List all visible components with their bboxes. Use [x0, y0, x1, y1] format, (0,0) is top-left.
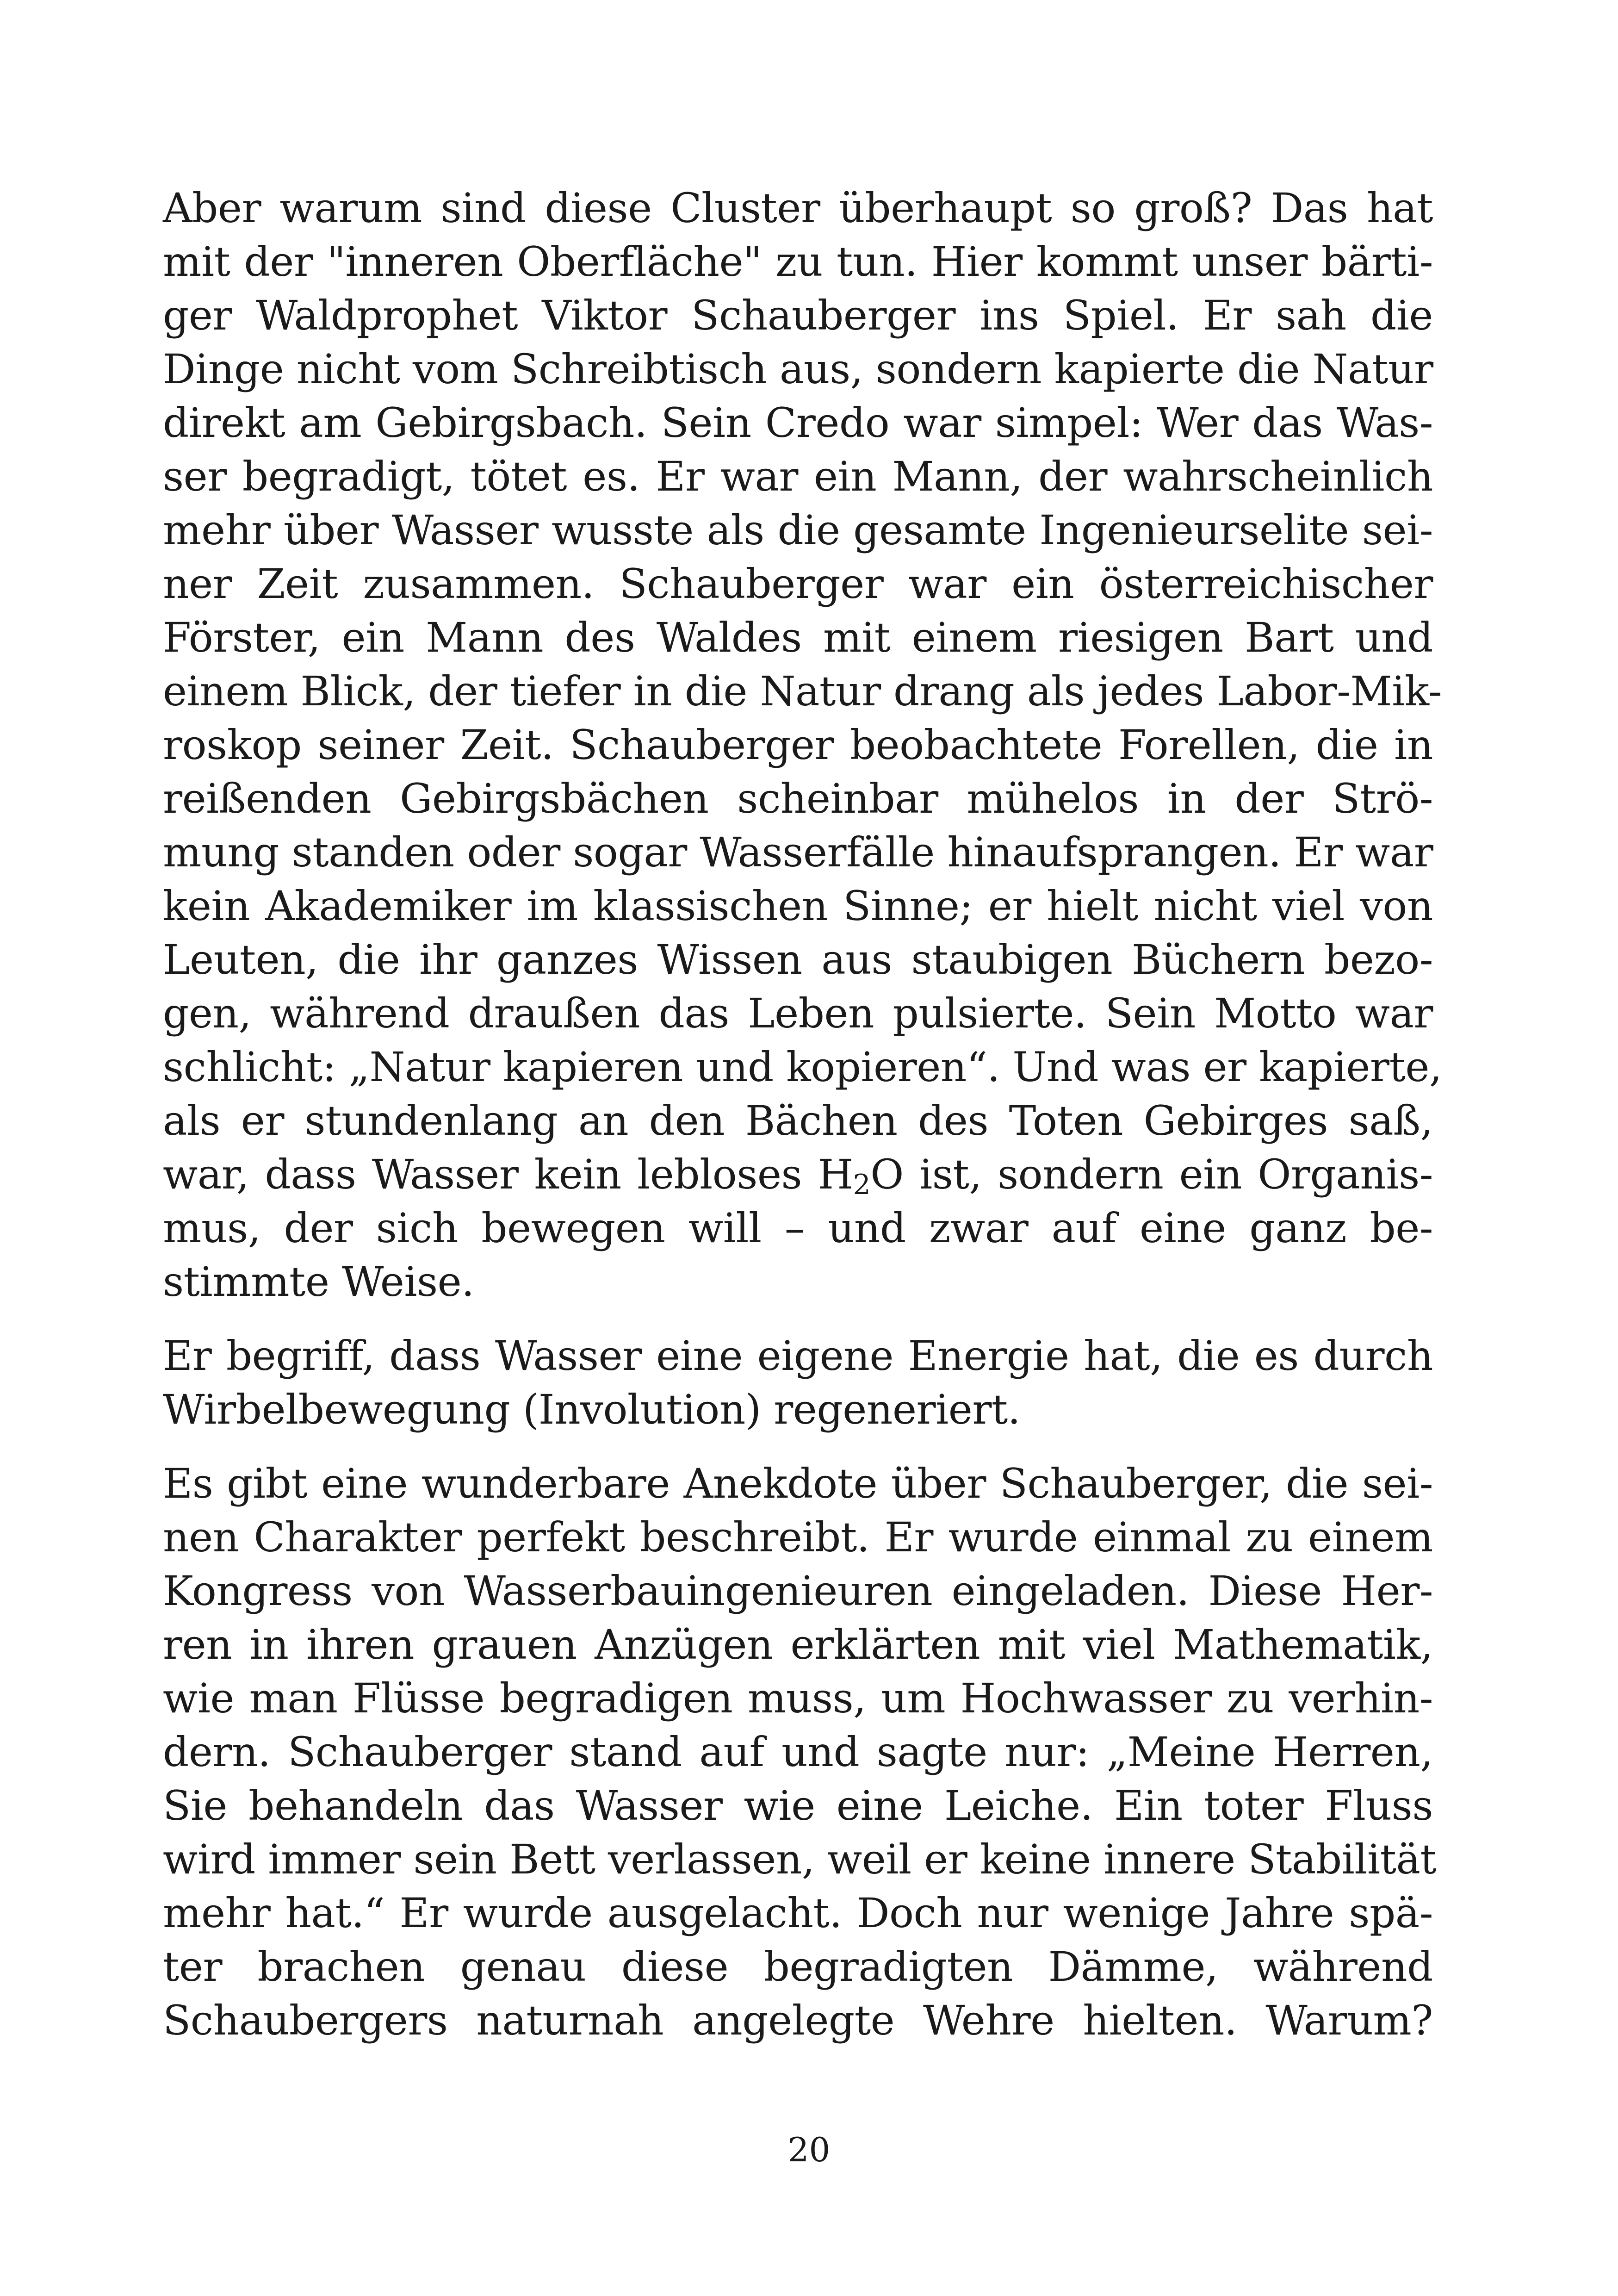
text-line: Er begriff, dass Wasser eine eigene Energie hat, die es durch — [163, 1332, 1433, 1380]
text-line: schlicht: „Natur kapieren und kopieren“. Und was er kapierte, — [163, 1043, 1442, 1091]
paragraph — [163, 1457, 1437, 2047]
text-line: Sie behandeln das Wasser wie eine Leiche. Ein toter Fluss — [163, 1782, 1433, 1829]
text-line: kein Akademiker im klassischen Sinne; er hielt nicht viel von — [163, 882, 1433, 930]
text-line — [163, 1148, 1433, 1201]
text-line: stimmte Weise. — [163, 1258, 474, 1306]
page-number: 20 — [787, 2130, 831, 2169]
text-line: mung standen oder sogar Wasserfälle hinaufsprangen. Er war — [163, 828, 1433, 876]
text-line: dern. Schauberger stand auf und sagte nur: „Meine Herren, — [163, 1728, 1433, 1776]
text-line: wie man Flüsse begradigen muss, um Hochwasser zu verhin- — [163, 1674, 1433, 1722]
text-line: ren in ihren grauen Anzügen erklärten mit viel Mathematik, — [163, 1621, 1433, 1668]
text-line: als er stundenlang an den Bächen des Toten Gebirges saß, — [163, 1097, 1433, 1145]
text-line: wird immer sein Bett verlassen, weil er keine innere Stabilität — [163, 1836, 1437, 1883]
body-text — [163, 181, 1442, 2047]
text-line: ger Waldprophet Viktor Schauberger ins Spiel. Er sah die — [163, 292, 1433, 339]
text-line: ner Zeit zusammen. Schauberger war ein österreichischer — [163, 560, 1433, 608]
text-segment: war, dass Wasser kein lebloses H — [163, 1151, 853, 1198]
text-line: Wirbelbewegung (Involution) regeneriert. — [163, 1386, 1021, 1433]
text-line: gen, während draußen das Leben pulsierte. Sein Motto war — [163, 989, 1433, 1037]
text-line: mehr hat.“ Er wurde ausgelacht. Doch nur wenige Jahre spä- — [163, 1889, 1433, 1937]
text-line: mit der "inneren Oberfläche" zu tun. Hier kommt unser bärti- — [163, 238, 1433, 286]
paragraph — [163, 1329, 1433, 1437]
text-line: Es gibt eine wunderbare Anekdote über Schauberger, die sei- — [163, 1460, 1433, 1507]
text-line: einem Blick, der tiefer in die Natur drang als jedes Labor-Mik- — [163, 667, 1442, 715]
text-line: Förster, ein Mann des Waldes mit einem riesigen Bart und — [163, 614, 1433, 661]
text-line: mehr über Wasser wusste als die gesamte Ingenieurselite sei- — [163, 506, 1433, 554]
text-line: direkt am Gebirgsbach. Sein Credo war simpel: Wer das Was- — [163, 399, 1433, 447]
text-segment: O ist, sondern ein Organis- — [870, 1151, 1433, 1198]
text-line: Kongress von Wasserbauingenieuren eingeladen. Diese Her- — [163, 1567, 1433, 1615]
text-line: Schaubergers naturnah angelegte Wehre hielten. Warum? — [163, 1997, 1433, 2044]
text-line: Leuten, die ihr ganzes Wissen aus staubigen Büchern bezo- — [163, 936, 1433, 983]
text-line: Dinge nicht vom Schreibtisch aus, sondern kapierte die Natur — [163, 345, 1433, 393]
text-line: reißenden Gebirgsbächen scheinbar mühelos in der Strö- — [163, 775, 1433, 822]
subscript: 2 — [853, 1169, 871, 1201]
text-line: ter brachen genau diese begradigten Dämme, während — [163, 1943, 1433, 1991]
paragraph — [163, 181, 1442, 1309]
text-line: roskop seiner Zeit. Schauberger beobachtete Forellen, die in — [163, 721, 1433, 769]
text-line: mus, der sich bewegen will – und zwar auf eine ganz be- — [163, 1204, 1433, 1252]
text-line: ser begradigt, tötet es. Er war ein Mann, der wahrscheinlich — [163, 453, 1433, 500]
text-line: nen Charakter perfekt beschreibt. Er wurde einmal zu einem — [163, 1513, 1433, 1561]
text-line: Aber warum sind diese Cluster überhaupt so groß? Das hat — [163, 184, 1433, 232]
